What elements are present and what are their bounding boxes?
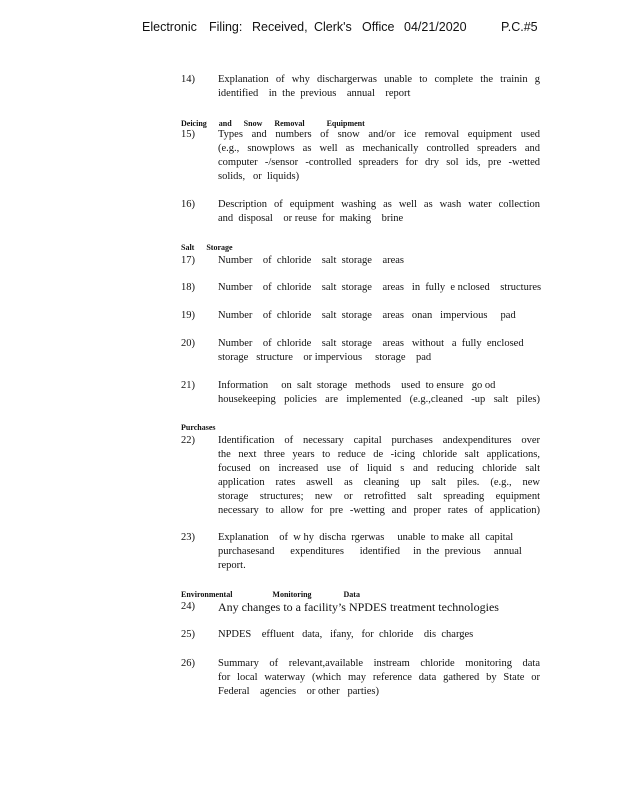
item-number: 24): [181, 601, 195, 612]
item-number: 17): [181, 255, 195, 266]
item-text: Number of chloride salt storage areas onan impervious pad: [218, 310, 516, 321]
item-text: Information on salt storage methods used to ensure go od housekeeping policies are implemented (e.g.,cleaned -up salt piles): [218, 380, 540, 405]
item-text: Summary of relevant,available instream chloride monitoring data for local waterway (which may reference data gathered by State or Federal agencies or other parties): [218, 658, 540, 697]
item-number: 22): [181, 435, 195, 446]
section-heading-deicing: Deicing and Snow Removal Equipment: [181, 119, 365, 128]
item-number: 25): [181, 629, 195, 640]
header-date: 04/21/2020: [404, 20, 467, 34]
section-heading-salt-storage: Salt Storage: [181, 243, 233, 252]
item-text: NPDES effluent data, ifany, for chloride dis charges: [218, 629, 474, 640]
item-text: Description of equipment washing as well as wash water collection and disposal or reuse for making brine: [218, 199, 540, 224]
item-number: 14): [181, 74, 195, 85]
header-received: Received,: [252, 20, 308, 34]
item-number: 15): [181, 129, 195, 140]
item-text: Identification of necessary capital purchases andexpenditures over the next three years to reduce de -icing chloride salt applications, focused on increased use of liquid s and reducing chloride salt application rates aswell as cleaning up salt piles. (e.g., new storage structures; new or retrofitted salt spreading equipment necessary to allow for pre -wetting and proper rates of application): [218, 435, 540, 516]
header-filing: Filing:: [209, 20, 243, 34]
item-number: 19): [181, 310, 195, 321]
item-text: Explanation of why dischargerwas unable to complete the trainin g identified in the previous annual report: [218, 74, 540, 99]
item-number: 21): [181, 380, 195, 391]
item-text: Any changes to a facility’s NPDES treatment technologies: [218, 600, 499, 614]
header-electronic: Electronic: [142, 20, 197, 34]
item-number: 20): [181, 338, 195, 349]
item-number: 16): [181, 199, 195, 210]
item-number: 18): [181, 282, 195, 293]
header-office: Office: [362, 20, 395, 34]
header-clerks: Clerk's: [314, 20, 352, 34]
item-text: Number of chloride salt storage areas in fully e nclosed structures: [218, 282, 542, 293]
section-heading-purchases: Purchases: [181, 423, 216, 432]
item-number: 23): [181, 532, 195, 543]
section-heading-environmental: Environmental Monitoring Data: [181, 590, 360, 599]
item-text: Explanation of w hy discha rgerwas unable to make all capital purchasesand expenditures identified in the previous annual report.: [218, 532, 522, 571]
item-text: Types and numbers of snow and/or ice removal equipment used (e.g., snowplows as well as mechanically controlled spreaders and computer -/sensor -controlled spreaders for dry sol ids, pre -wetted solids, or liquids): [218, 129, 540, 182]
item-number: 26): [181, 658, 195, 669]
item-text: Number of chloride salt storage areas without a fully enclosed storage structure or impervious storage pad: [218, 338, 524, 363]
header-pc: P.C.#5: [501, 20, 538, 34]
item-text: Number of chloride salt storage areas: [218, 255, 405, 266]
